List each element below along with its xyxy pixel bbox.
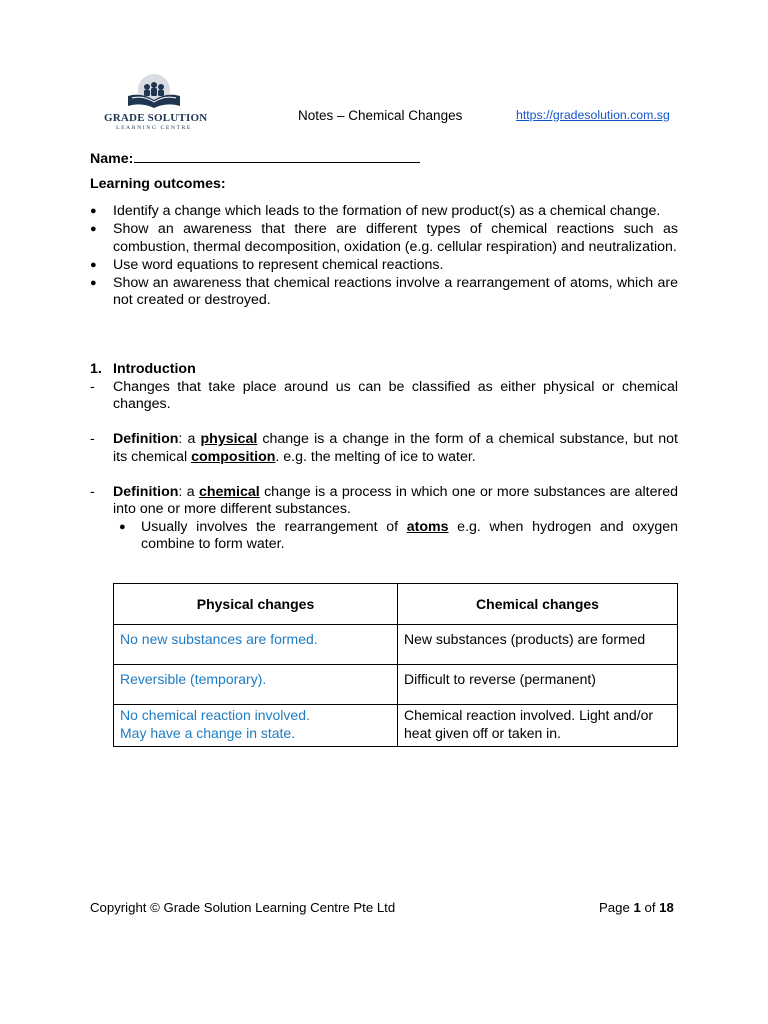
current-page: 1 (633, 900, 641, 915)
atoms-sub-point: ● Usually involves the rearrangement of atoms e.g. when hydrogen and oxygen combine to form water. (119, 518, 678, 552)
website-link[interactable]: https://gradesolution.com.sg (516, 108, 670, 122)
cell-physical: Reversible (temporary). (114, 665, 398, 705)
table-row (114, 705, 678, 747)
total-pages: 18 (659, 900, 674, 915)
intro-paragraph: - Changes that take place around us can be classified as either physical or chemical changes. (90, 378, 678, 412)
name-label: Name: (90, 151, 134, 167)
list-item: ● Use word equations to represent chemical reactions. (90, 256, 444, 273)
cell-chemical: Difficult to reverse (permanent) (398, 665, 678, 705)
bullet-icon: ● (90, 205, 97, 217)
dash-marker: - (90, 483, 95, 500)
header-physical-changes: Physical changes (114, 584, 398, 625)
keyword-physical: physical (200, 431, 258, 447)
list-item: ● Identify a change which leads to the formation of new product(s) as a chemical change. (90, 203, 661, 219)
logo-brand-text: GRADE SOLUTION (104, 112, 208, 124)
name-field (90, 148, 420, 167)
keyword-chemical: chemical (198, 483, 260, 500)
cell-chemical: New substances (products) are formed (398, 625, 678, 665)
cell-chemical: Chemical reaction involved. Light and/or heat given off or taken in. (398, 705, 678, 747)
physical-definition: - Definition: a physical change is a change in the form of a chemical substance, but not its chemical composition. e.g. the melting of ice to water. (90, 431, 678, 465)
cell-physical: No new substances are formed. (114, 625, 398, 665)
list-item: ● Show an awareness that chemical reactions involve a rearrangement of atoms, which are not created or destroyed. (90, 274, 678, 308)
chemical-definition: - Definition: a chemical change is a process in which one or more substances are altered into one or more different substances. (90, 483, 678, 517)
section-introduction (90, 361, 678, 554)
logo-emblem-icon (104, 70, 204, 112)
table-row (114, 625, 678, 665)
comparison-table (113, 583, 678, 747)
dash-marker: - (90, 378, 95, 395)
bullet-icon: ● (119, 520, 126, 533)
cell-line: No chemical reaction involved. (120, 707, 310, 723)
list-item: ● Show an awareness that there are different types of chemical reactions such as combustion, thermal decomposition, oxidation (e.g. cellular respiration) and neutralization. (90, 221, 678, 255)
bullet-icon: ● (90, 223, 97, 235)
cell-physical (114, 705, 398, 747)
header-chemical-changes: Chemical changes (398, 584, 678, 625)
logo-sub-text: LEARNING CENTRE (116, 125, 192, 131)
cell-line: May have a change in state. (120, 725, 296, 741)
document-title: Notes – Chemical Changes (298, 108, 463, 123)
table-row (114, 665, 678, 705)
learning-outcomes-heading: Learning outcomes: (90, 176, 226, 192)
keyword-composition: composition (191, 448, 276, 465)
learning-outcomes-list (90, 203, 678, 310)
section-heading: 1. Introduction (90, 361, 196, 377)
footer-copyright: Copyright © Grade Solution Learning Centre Pte Ltd (90, 900, 396, 915)
keyword-atoms: atoms (406, 518, 449, 535)
grade-solution-logo (104, 70, 208, 132)
table-header-row (114, 584, 678, 625)
definition-label: Definition (113, 483, 179, 500)
bullet-icon: ● (90, 276, 97, 289)
name-blank-line[interactable] (134, 148, 420, 163)
bullet-icon: ● (90, 258, 97, 271)
footer-page-number: Page 1 of 18 (599, 900, 674, 915)
definition-label: Definition (113, 431, 179, 447)
dash-marker: - (90, 431, 95, 447)
